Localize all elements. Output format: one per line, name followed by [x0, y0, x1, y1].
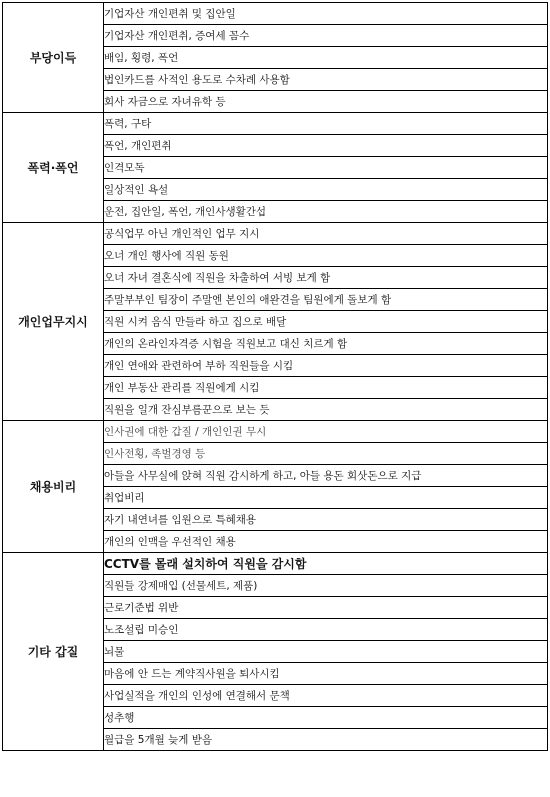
item-cell: 월급을 5개월 늦게 받음 — [104, 729, 548, 751]
category-cell: 개인업무지시 — [3, 223, 104, 421]
item-cell: 직원들 강제매입 (선물세트, 제품) — [104, 575, 548, 597]
item-cell: 기업자산 개인편취, 증여세 꼼수 — [104, 25, 548, 47]
category-cell: 채용비리 — [3, 421, 104, 553]
item-cell: 취업비리 — [104, 487, 548, 509]
item-cell: 뇌물 — [104, 641, 548, 663]
category-cell: 부당이득 — [3, 3, 104, 113]
item-cell: 아들을 사무실에 앉혀 직원 감시하게 하고, 아들 용돈 회삿돈으로 지급 — [104, 465, 548, 487]
item-cell: 오너 개인 행사에 직원 동원 — [104, 245, 548, 267]
table-row — [3, 3, 548, 25]
item-cell: 개인의 인맥을 우선적인 채용 — [104, 531, 548, 553]
item-cell: 노조설립 미승인 — [104, 619, 548, 641]
item-cell: 폭언, 개인편취 — [104, 135, 548, 157]
table-row — [3, 223, 548, 245]
item-cell: 법인카드를 사적인 용도로 수차례 사용함 — [104, 69, 548, 91]
item-cell: 마음에 안 드는 계약직사원을 퇴사시킴 — [104, 663, 548, 685]
table-row — [3, 421, 548, 443]
item-cell: 직원을 일개 잔심부름꾼으로 보는 듯 — [104, 399, 548, 421]
item-cell: 기업자산 개인편취 및 집안일 — [104, 3, 548, 25]
item-cell: 오너 자녀 결혼식에 직원을 차출하여 서빙 보게 함 — [104, 267, 548, 289]
item-cell: 인격모독 — [104, 157, 548, 179]
table-row — [3, 113, 548, 135]
item-cell: 성추행 — [104, 707, 548, 729]
item-cell: 인사전횡, 족벌경영 등 — [104, 443, 548, 465]
item-cell: 직원 시켜 음식 만들라 하고 집으로 배달 — [104, 311, 548, 333]
item-cell: 근로기준법 위반 — [104, 597, 548, 619]
table-row — [3, 553, 548, 575]
category-cell: 기타 갑질 — [3, 553, 104, 751]
item-cell: 배임, 횡령, 폭언 — [104, 47, 548, 69]
item-cell: 회사 자금으로 자녀유학 등 — [104, 91, 548, 113]
item-cell: 자기 내연녀를 임원으로 특혜채용 — [104, 509, 548, 531]
item-cell: 일상적인 욕설 — [104, 179, 548, 201]
item-cell: 인사권에 대한 갑질 / 개인인권 무시 — [104, 421, 548, 443]
abuse-types-table — [2, 2, 548, 751]
item-cell: 사업실적을 개인의 인성에 연결해서 문책 — [104, 685, 548, 707]
item-cell: CCTV를 몰래 설치하여 직원을 감시함 — [104, 553, 548, 575]
category-cell: 폭력·폭언 — [3, 113, 104, 223]
item-cell: 주말부부인 팀장이 주말엔 본인의 애완견을 팀원에게 돌보게 함 — [104, 289, 548, 311]
item-cell: 개인의 온라인자격증 시험을 직원보고 대신 치르게 함 — [104, 333, 548, 355]
item-cell: 개인 연애와 관련하여 부하 직원들을 시킴 — [104, 355, 548, 377]
item-cell: 공식업무 아닌 개인적인 업무 지시 — [104, 223, 548, 245]
item-cell: 폭력, 구타 — [104, 113, 548, 135]
item-cell: 운전, 집안일, 폭언, 개인사생활간섭 — [104, 201, 548, 223]
item-cell: 개인 부동산 관리를 직원에게 시킴 — [104, 377, 548, 399]
